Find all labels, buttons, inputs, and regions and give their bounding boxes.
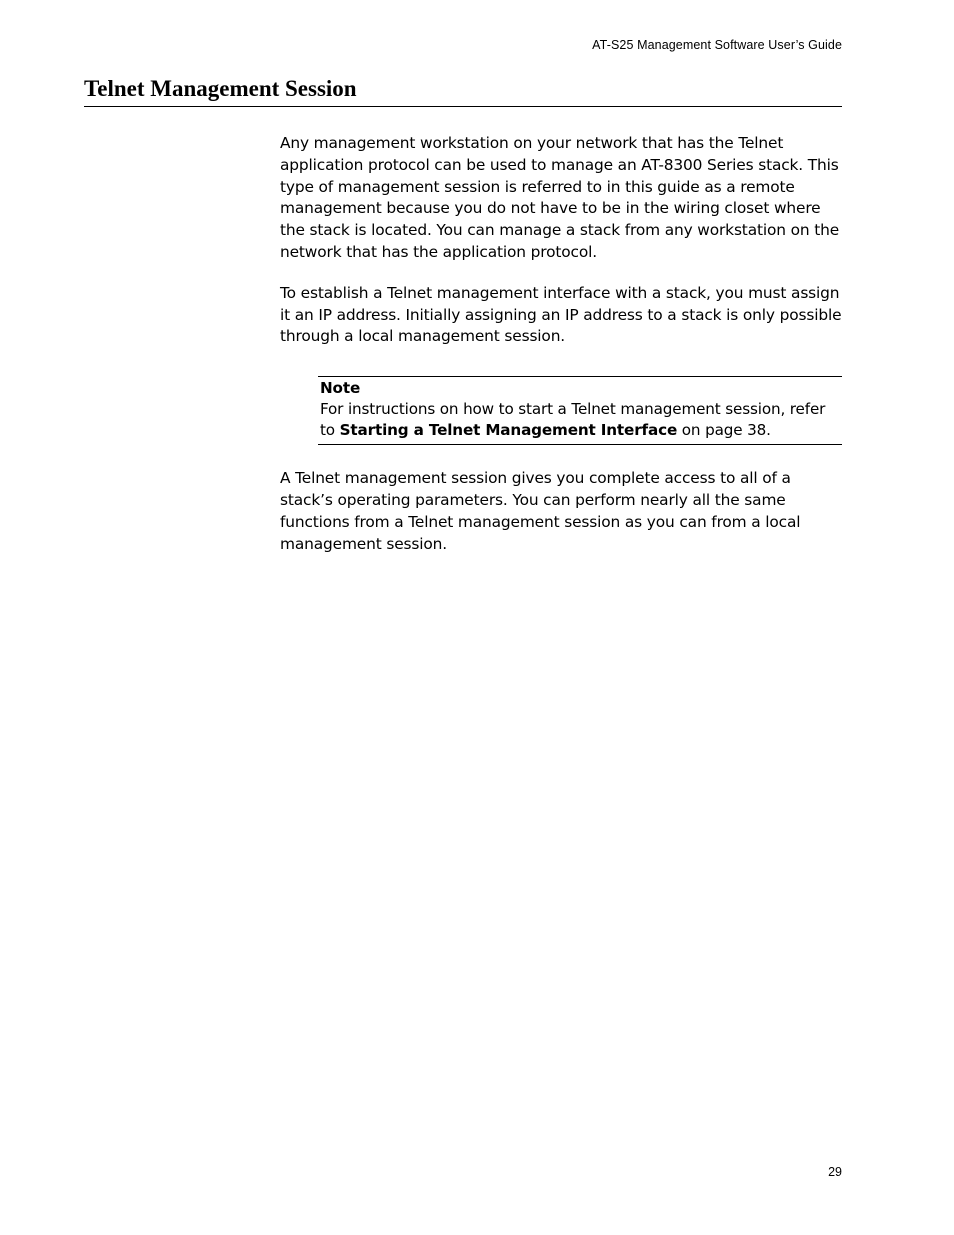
paragraph-intro: Any management workstation on your network that has the Telnet application protocol can be used to manage an AT-8300 Series stack. This type of management session is referred to in this guide as a remote management because you do not have to be in the wiring closet where the stack is located. You can manage a stack from any workstation on the network that has the application protocol.	[280, 134, 840, 261]
body-column	[280, 133, 845, 555]
section-title: Telnet Management Session	[84, 76, 842, 107]
note-box	[318, 376, 842, 445]
running-header: AT-S25 Management Software User’s Guide	[592, 38, 842, 52]
paragraph-access: A Telnet management session gives you complete access to all of a stack’s operating parameters. You can perform nearly all the same functions from a Telnet management session as you can from a local management session.	[280, 469, 801, 553]
paragraph-ip-address: To establish a Telnet management interface with a stack, you must assign it an IP address. Initially assigning an IP address to a stack is only possible through a local management session.	[280, 283, 842, 346]
note-heading: Note	[320, 379, 361, 398]
note-text-before: For instructions on how to start a Telnet management session, refer to	[320, 400, 826, 440]
note-cross-reference-link[interactable]: Starting a Telnet Management Interface	[339, 421, 678, 440]
note-text-after: on page 38.	[677, 421, 771, 440]
page-number: 29	[828, 1165, 842, 1179]
